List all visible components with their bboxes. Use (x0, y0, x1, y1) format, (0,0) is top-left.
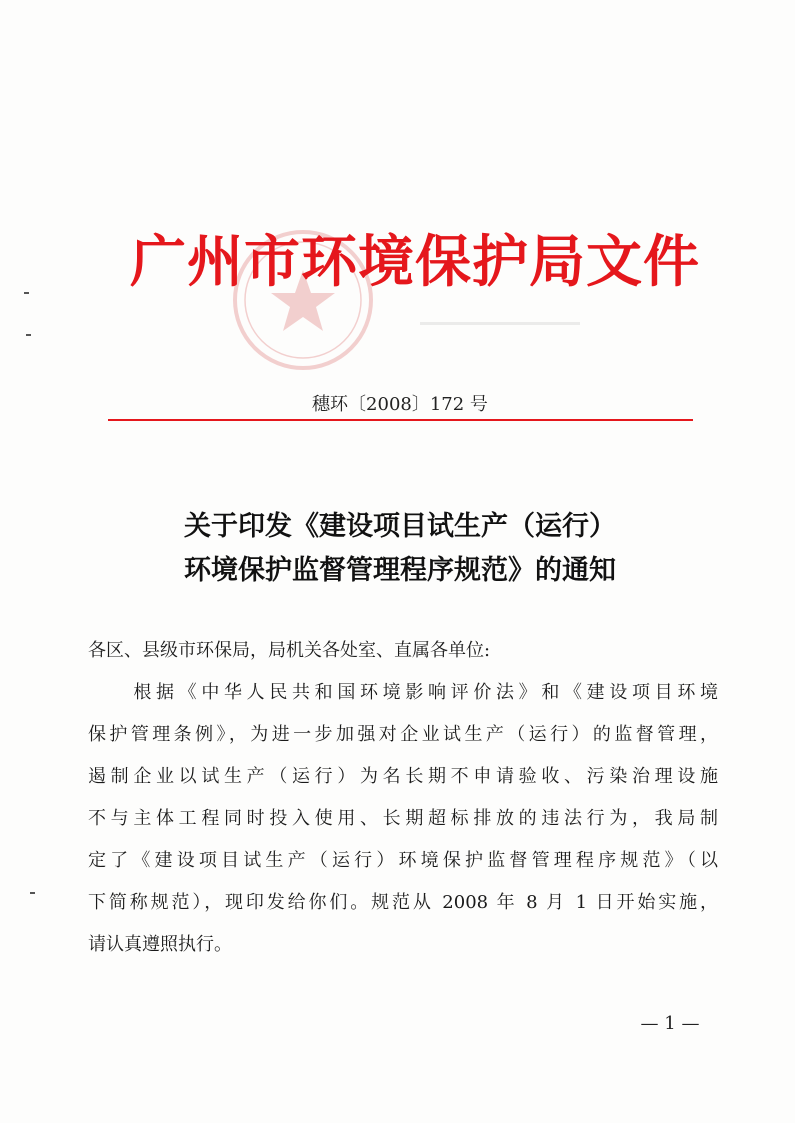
body-line: 不与主体工程同时投入使用、长期超标排放的违法行为，我局制 (88, 808, 718, 829)
issuer-title: 广州市环境保护局文件 (130, 229, 700, 295)
page-number: — 1 — (640, 1013, 700, 1034)
faded-date-marks (420, 313, 580, 335)
scan-artifact (24, 292, 29, 294)
body-line: 遏制企业以试生产（运行）为名长期不申请验收、污染治理设施 (88, 766, 718, 787)
body-line: 保护管理条例》，为进一步加强对企业试生产（运行）的监督管理， (88, 724, 718, 745)
red-divider-line (108, 419, 693, 421)
body-line: 下简称规范），现印发给你们。规范从 2008 年 8 月 1 日开始实施， (88, 892, 718, 913)
notice-title-line-2: 环境保护监督管理程序规范》的通知 (184, 555, 616, 586)
scan-artifact (30, 892, 35, 894)
body-line: 定了《建设项目试生产（运行）环境保护监督管理程序规范》（以 (88, 850, 718, 871)
addressee-line: 各区、县级市环保局，局机关各处室、直属各单位: (88, 640, 491, 661)
scan-artifact (26, 334, 31, 336)
notice-title (120, 505, 680, 593)
notice-body (88, 630, 718, 966)
body-line: 根据《中华人民共和国环境影响评价法》和《建设项目环境 (88, 682, 718, 703)
body-line-last: 请认真遵照执行。 (88, 934, 232, 955)
notice-title-line-1: 关于印发《建设项目试生产（运行） (184, 511, 616, 542)
document-number: 穗环〔2008〕172 号 (312, 394, 488, 415)
